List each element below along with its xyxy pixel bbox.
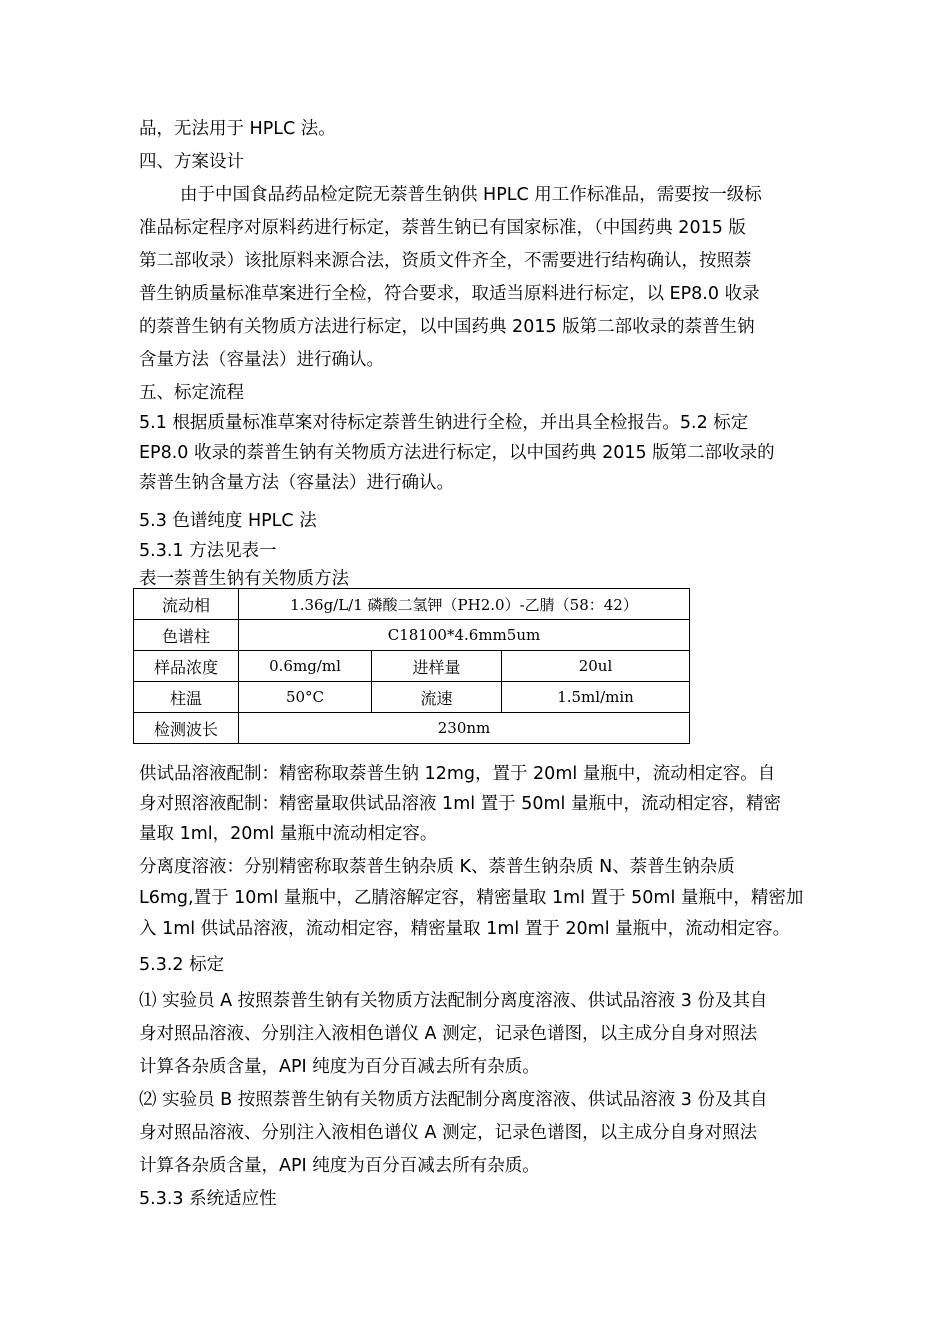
table-cell: 20ul [502,651,690,682]
section-heading: 四、方案设计 [139,152,244,172]
table-cell: 230nm [239,713,690,744]
text-line: 分离度溶液：分别精密称取萘普生钠杂质 K、萘普生钠杂质 N、萘普生钠杂质 [139,857,735,877]
text-line: 5.1 根据质量标准草案对待标定萘普生钠进行全检，并出具全检报告。5.2 标定 [139,413,749,433]
text-line: 供试品溶液配制：精密称取萘普生钠 12mg，置于 20ml 量瓶中，流动相定容。自 [139,764,776,784]
method-table [133,588,690,744]
table-caption: 表一萘普生钠有关物质方法 [139,569,349,589]
text-line: 量取 1ml，20ml 量瓶中流动相定容。 [139,824,438,844]
text-line: 入 1ml 供试品溶液，流动相定容，精密量取 1ml 置于 20ml 量瓶中，流动相定容。 [139,919,791,939]
table-cell: 样品浓度 [134,651,239,682]
text-line: 品，无法用于 HPLC 法。 [139,119,336,139]
subsection-heading: 5.3.3 系统适应性 [139,1189,277,1209]
table-row [134,713,690,744]
table-cell: 50°C [239,682,372,713]
text-line: 普生钠质量标准草案进行全检，符合要求，取适当原料进行标定，以 EP8.0 收录 [139,284,760,304]
table-cell: 检测波长 [134,713,239,744]
table-row [134,651,690,682]
table-cell: 柱温 [134,682,239,713]
table-cell: 流速 [372,682,502,713]
text-line: 第二部收录）该批原料来源合法，资质文件齐全，不需要进行结构确认，按照萘 [139,251,752,271]
table-cell: 色谱柱 [134,620,239,651]
subsection-heading: 5.3.2 标定 [139,955,225,975]
text-line: 身对照品溶液、分别注入液相色谱仪 A 测定，记录色谱图，以主成分自身对照法 [139,1123,758,1143]
table-row [134,682,690,713]
subsection-heading: 5.3.1 方法见表一 [139,541,277,561]
text-line: 准品标定程序对原料药进行标定，萘普生钠已有国家标准，（中国药典 2015 版 [139,218,746,238]
text-line: 身对照品溶液、分别注入液相色谱仪 A 测定，记录色谱图，以主成分自身对照法 [139,1024,758,1044]
text-line: 身对照溶液配制：精密量取供试品溶液 1ml 置于 50ml 量瓶中，流动相定容，精密 [139,794,781,814]
table-cell: C18100*4.6mm5um [239,620,690,651]
table-cell: 流动相 [134,589,239,620]
text-line: 萘普生钠含量方法（容量法）进行确认。 [139,473,454,493]
table-cell: 进样量 [372,651,502,682]
text-line: 计算各杂质含量，API 纯度为百分百减去所有杂质。 [139,1057,540,1077]
table-cell: 0.6mg/ml [239,651,372,682]
text-line: 的萘普生钠有关物质方法进行标定，以中国药典 2015 版第二部收录的萘普生钠 [139,317,755,337]
table-cell: 1.5ml/min [502,682,690,713]
table-row [134,620,690,651]
subsection-heading: 5.3 色谱纯度 HPLC 法 [139,511,317,531]
text-line: 含量方法（容量法）进行确认。 [139,350,384,370]
text-line: ⑵ 实验员 B 按照萘普生钠有关物质方法配制分离度溶液、供试品溶液 3 份及其自 [139,1090,768,1110]
table-cell: 1.36g/L/1 磷酸二氢钾（PH2.0）-乙腈（58：42） [239,589,690,620]
section-heading: 五、标定流程 [139,383,244,403]
text-line: ⑴ 实验员 A 按照萘普生钠有关物质方法配制分离度溶液、供试品溶液 3 份及其自 [139,991,768,1011]
text-line: 计算各杂质含量，API 纯度为百分百减去所有杂质。 [139,1156,540,1176]
table-row [134,589,690,620]
text-line: EP8.0 收录的萘普生钠有关物质方法进行标定，以中国药典 2015 版第二部收录的 [139,443,775,463]
text-line: 由于中国食品药品检定院无萘普生钠供 HPLC 用工作标准品，需要按一级标 [180,185,762,205]
text-line: L6mg,置于 10ml 量瓶中，乙腈溶解定容，精密量取 1ml 置于 50ml 量瓶中，精密加 [139,888,804,908]
